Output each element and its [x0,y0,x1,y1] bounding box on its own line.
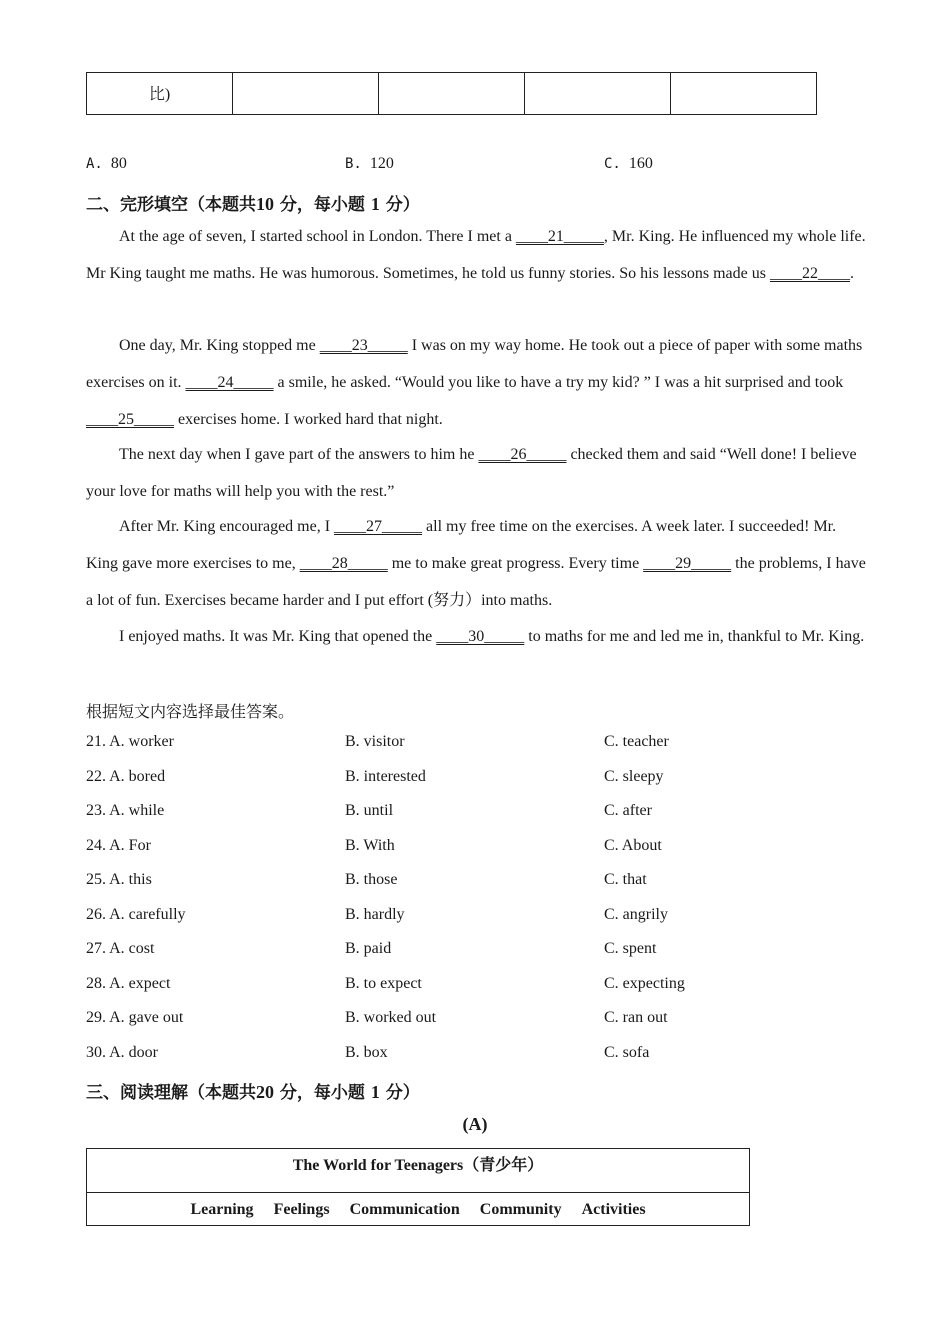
question-row: 27. A. cost B. paid C. spent [86,940,657,957]
question-row: 28. A. expect B. to expect C. expecting [86,975,685,992]
question-row: 25. A. this B. those C. that [86,871,647,888]
question-row: 26. A. carefully B. hardly C. angrily [86,906,668,923]
menu-item-community: Community [479,1201,562,1218]
blank-26: ____26_____ [478,446,567,463]
teen-world-title: The World for Teenagers（青少年） [87,1149,749,1193]
question-row: 30. A. door B. box C. sofa [86,1044,650,1061]
question-row: 29. A. gave out B. worked out C. ran out [86,1009,668,1026]
section-3-heading: 三、阅读理解（本题共20 分，每小题 1 分） [86,1082,420,1103]
question-row: 22. A. bored B. interested C. sleepy [86,768,664,785]
option-b: B. 120 [345,155,394,172]
blank-27: ____27_____ [334,518,423,535]
blank-24: ____24_____ [185,374,274,391]
passage-paragraph-3: The next day when I gave part of the answers to him he ____26_____ checked them and said “Well done! I believe your love for maths will help you with the rest.” [86,446,857,500]
menu-item-learning: Learning [190,1201,254,1218]
blank-23: ____23_____ [319,337,408,354]
passage-paragraph-2: One day, Mr. King stopped me ____23_____ I was on my way home. He took out a piece of paper with some maths exercises on it. ____24_____ a smile, he asked. “Would you like to have a try my kid? ” I was a hit surprised and took ____25_____ exercises home. I worked hard that night. [86,337,863,428]
table-cell [671,73,817,115]
question-row: 21. A. worker B. visitor C. teacher [86,733,669,750]
top-table-fragment [86,72,817,115]
table-cell: 比) [87,73,233,115]
blank-30: ____30_____ [436,628,525,645]
table-cell [233,73,379,115]
passage-paragraph-4: After Mr. King encouraged me, I ____27_____ all my free time on the exercises. A week later. I succeeded! Mr. King gave more exercises to me, ____28_____ me to make great progress. Every time ____29_____ the problems, I have a lot of fun. Exercises became harder and I put effort (努力）into maths. [86,518,866,609]
menu-item-communication: Communication [349,1201,460,1218]
part-a-label: (A) [462,1114,488,1134]
teen-world-menu [87,1193,749,1225]
blank-28: ____28_____ [299,555,388,572]
passage-paragraph-1: At the age of seven, I started school in London. There I met a ____21_____, Mr. King. He influenced my whole life. Mr King taught me maths. He was humorous. Sometimes, he told us funny stories. So his lessons made us ____22____. [86,228,866,282]
menu-item-activities: Activities [581,1201,646,1218]
blank-22: ____22____ [769,265,850,282]
question-row: 24. A. For B. With C. About [86,837,662,854]
table-cell [379,73,525,115]
section-2-heading: 二、完形填空（本题共10 分，每小题 1 分） [86,194,420,215]
teen-world-box [86,1148,750,1226]
blank-21: ____21_____ [515,228,604,245]
blank-29: ____29_____ [643,555,732,572]
question-row: 23. A. while B. until C. after [86,802,652,819]
table-cell [525,73,671,115]
instruction: 根据短文内容选择最佳答案。 [86,702,295,721]
option-a: A. 80 [86,155,127,172]
menu-item-feelings: Feelings [273,1201,330,1218]
blank-25: ____25_____ [86,411,174,428]
passage-paragraph-5: I enjoyed maths. It was Mr. King that opened the ____30_____ to maths for me and led me in, thankful to Mr. King. [119,628,865,645]
option-c: C. 160 [604,155,653,172]
